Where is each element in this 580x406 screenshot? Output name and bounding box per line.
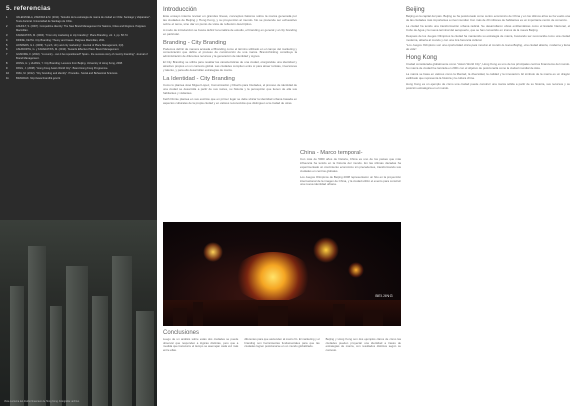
firework-burst — [348, 262, 364, 278]
photo-caption: Vista nocturna del distrito financiero de Hong Kong. Fotografía: archivo. — [4, 400, 80, 403]
beijing-heading: Beijing — [406, 6, 425, 13]
identity-paragraph-2: Keith Dinnie plantea en sus escritos que en primer lugar se debe ubicar la identidad urbana basada en aspectos culturales de la propia ciudad y en valores reconocidos que distinguen a la ciudad de otras. — [163, 96, 297, 105]
reference-number: 11 — [6, 76, 9, 80]
reference-item — [6, 16, 152, 24]
hongkong-paragraph: Ciudad considerada globalmente como "Asia's World City", Hong Kong es uno de los principales centros financieros del mundo. Su marca de ciudad fue lanzada en 2001 con el objetivo de posicionarla como la ciudad mundial de Asia. — [406, 62, 570, 71]
reference-number: 1 — [6, 16, 8, 19]
branding-paragraph: Podemos definir de manera acotada el Branding como el término utilizado en el campo del marketing y comunicación que define el proceso de construcción de una marca. Brand-thinking constituye la administración de diferentes recursos y la generación de identidad y signos. — [163, 46, 297, 59]
reference-item — [6, 48, 152, 52]
skyscraper-shape — [136, 311, 154, 406]
reference-text: DINNIE, KEITH. City Branding: Theory and Cases. Palgrave Macmillan, 2011. — [16, 38, 106, 42]
reference-item — [6, 39, 152, 43]
hongkong-heading: Hong Kong — [406, 54, 437, 62]
building-shape — [193, 302, 203, 326]
building-shape — [333, 304, 345, 326]
china-heading: China - Marco temporal- — [300, 150, 363, 156]
skyscraper-shape — [10, 286, 24, 406]
reference-item — [6, 25, 152, 33]
skyscraper-shape — [92, 296, 108, 406]
beijing-paragraph: Beijing es la capital del país. Beijing se ha posicionado como centro económico de China y en los últimos años se ha vuelto una de las ciudades más importantes a nivel mundial. Con más de 20 millones de habitantes es un importante centro de comercio. — [406, 14, 570, 22]
building-shape — [258, 306, 288, 326]
reference-text: WANG, H. y HUANG, Y. City Branding: Lessons from Beijing. University of Hong Kong, 2008. — [16, 62, 123, 66]
article-column-1 — [163, 6, 297, 108]
reference-text: HOSPERS, G.J. (2009). "Lynch, Urry and city marketing". Journal of Place Management, 2(3). — [16, 43, 124, 47]
reference-number: 5 — [6, 43, 8, 47]
hongkong-paragraph-3: Hong Kong es un ejemplo de cómo una ciudad puede construir una marca sólida a partir de su historia, sus recursos y su posición estratégica en el mundo. — [406, 81, 570, 90]
reference-item — [6, 53, 152, 61]
reference-item — [6, 62, 152, 66]
reference-number: 8 — [6, 62, 8, 66]
building-shape — [363, 310, 383, 326]
intro-heading: Introducción — [163, 6, 197, 13]
photo-label: BEIJING — [375, 293, 393, 298]
reference-item — [6, 34, 152, 38]
reference-item — [6, 72, 152, 76]
reference-number: 4 — [6, 38, 8, 42]
reference-number: 7 — [6, 53, 8, 57]
article-column-2 — [300, 147, 401, 189]
china-paragraph-2: Los Juegos Olímpicos de Beijing 2008 representaron un hito en la proyección internacional de la imagen de China, y la ciudad utilizó el evento para construir una nueva identidad urbana. — [300, 174, 401, 187]
reference-item — [6, 67, 152, 71]
reference-number: 3 — [6, 34, 8, 37]
reference-text: RIZA, M. (2012). "City branding and identity". Procedia - Social and Behavioral Sciences. — [16, 71, 119, 75]
pull-quote: "Los Juegos Olímpicos son una oportunidad única para mostrar al mundo la nueva Beijing, una ciudad abierta, moderna y llena de vida". — [406, 43, 570, 52]
skyscraper-shape — [28, 246, 46, 406]
conclusions-paragraph: Luego de un análisis sobre estas dos ciudades se puede observar que responden a lógicas distintas, pero que a medida que transcurre el tiempo se asemejan cada vez más entre ellas. — [163, 337, 239, 353]
references-panel — [0, 0, 157, 406]
fireworks-glow — [233, 252, 313, 302]
reference-text: KAVARATZIS, M. (2004). "From city marketing to city branding". Place Branding, vol. 1, pp. 58-73. — [16, 34, 129, 37]
conclusions-columns — [163, 338, 401, 353]
intro-paragraph-2: A modo de introducción se busca definir la temática de estudio, el branding en general y el city branding en particular. — [163, 27, 297, 36]
reference-number: 9 — [6, 66, 8, 70]
china-paragraph: Con más de 5000 años de historia, China es uno de los países que más influencia ha tenido en la historia del mundo. En las últimas décadas ha experimentado un crecimiento económico sin precedentes, transformando sus ciudades en centros globales. — [300, 157, 401, 173]
firework-burst — [203, 242, 223, 262]
identity-heading: La Identidad - City Branding — [163, 75, 235, 82]
city-silhouette — [163, 300, 401, 326]
beijing-night-photo — [163, 222, 401, 326]
reference-number: 2 — [6, 25, 8, 28]
reference-text: ASHWORTH, G. y KAVARATZIS, M. (2010). Towards Effective Place Brand Management. — [16, 48, 120, 52]
reference-item — [6, 77, 152, 81]
beijing-paragraph-3: Después de los Juegos Olímpicos la ciudad ha mantenido su estrategia de marca, buscando ser reconocida como una ciudad moderna, abierta al mundo y con una rica herencia cultural. — [406, 33, 570, 42]
reference-number: 10 — [6, 71, 9, 75]
branding-heading: Branding - City Branding — [163, 39, 227, 46]
skyscraper-shape — [66, 266, 88, 406]
branding-paragraph-2: El City Branding se utiliza para resaltar las características de una ciudad, otorgándole una identidad y atractivo propios en un contexto global. Las ciudades compiten entre sí para atraer turistas, inversiones y talento, y para ello desarrollan estrategias de marca. — [163, 60, 297, 73]
skyscraper-shape — [112, 256, 132, 406]
references-list — [6, 16, 152, 81]
skyscraper-shape — [50, 306, 62, 406]
hongkong-paragraph-2: La marca se basa en valores como la libertad, la diversidad, la calidad y la innovación. El símbolo de la marca es un dragón estilizado que representa la historia y la cultura china. — [406, 72, 570, 80]
article-column-3 — [406, 6, 570, 93]
conclusions-paragraph: diferentes para que ascienden al marco fin. El marketing y el branding son herramientas fundamentales para que las ciudades logren posicionarse en un mundo globalizado. — [244, 337, 320, 349]
building-shape — [173, 308, 187, 326]
firework-burst — [313, 237, 339, 263]
reference-text: VALENZUELA, ZAMORA E.M. (2011). "Estudio de la estrategia de marca de ciudad en Chile: Santiago y Valparaíso". Tesis doctoral. Universidad de Santiago de Chile. — [16, 16, 151, 24]
intro-paragraph: Este ensayo intenta revisar en grandes líneas, conceptos básicos sobre la marca generada por las ciudades de Beijing y Hong Kong, y su proyección al mundo. No se pretende ser exhaustivo sobre el tema, sino dar un punto de vista de reflexión descriptivo. — [163, 14, 297, 26]
reference-text: PANG, J. (2008). "Hong Kong Asia's World City". Brand Hong Kong Programme. — [16, 66, 109, 70]
conclusions-heading: Conclusiones — [163, 330, 200, 336]
reference-text: BRANDHK. http://www.brandhk.gov.hk — [16, 76, 61, 80]
reference-number: 6 — [6, 48, 8, 52]
references-title: 5. referencias — [6, 5, 51, 12]
city-skyline-photo — [0, 220, 157, 406]
conclusions-paragraph: Beijing y Hong Kong son dos ejemplos claros de cómo las ciudades pueden proyectar una identidad a través de estrategias de marca, con resultados distintos según su contexto. — [325, 337, 401, 353]
reference-text: GILMORE, F. (2002). "A country - can it be repositioned? Spain - the success story of country branding". Journal of Brand Management. — [16, 53, 148, 61]
identity-paragraph: Como lo plantea José Miguel López, Comunicación y Diseño para Ciudades, el proceso de identidad de una ciudad se desarrolla a partir de sus raíces, su historia y la percepción que tienen de ella sus habitantes y visitantes. — [163, 82, 297, 95]
conclusions-section — [163, 330, 401, 353]
reference-text: ANHOLT, S. (2007). Competitive Identity: The New Brand Management for Nations, Cities and Regions. Palgrave Macmillan. — [16, 25, 146, 33]
beijing-paragraph-2: La ciudad ha tenido una transformación urbana radical. Se desarrollaron obras emblemáticas como el Estadio Nacional, el Cubo de Agua y la nueva terminal del aeropuerto, que se han convertido en íconos de la nueva Beijing. — [406, 23, 570, 32]
